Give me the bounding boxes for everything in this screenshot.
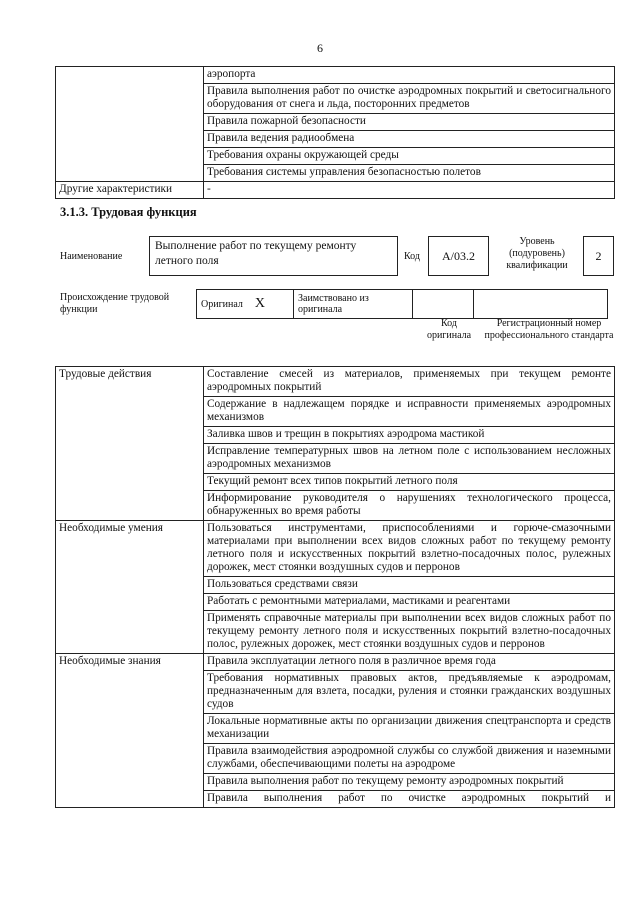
labor-action-item: Составление смесей из материалов, применяемых при текущем ремонте аэродромных покрытий [204,367,615,397]
skill-item: Работать с ремонтными материалами, мастиками и реагентами [204,594,615,611]
reg-number-cell [474,290,608,319]
original-cell [197,290,294,319]
level-box: 2 [583,236,614,276]
borrowed-cell: Заимствовано из оригинала [294,290,413,319]
knowledge-item: Локальные нормативные акты по организации движения спецтранспорта и средств механизации [204,714,615,744]
labor-function-table [55,366,615,808]
labor-action-item: Исправление температурных швов на летном поле с использованием несложных аэродромных механизмов [204,444,615,474]
function-code-box: А/03.2 [428,236,489,276]
skill-item: Пользоваться инструментами, приспособлениями и горюче-смазочными материалами при выполнении всех видов сложных работ по текущему ремонту летного поля и искусственных покрытий взлетно-посадочных полос, рулежных дорожек, мест стоянки воздушных судов и перронов [204,521,615,577]
section-title: 3.1.3. Трудовая функция [60,205,197,219]
page-number: 6 [317,41,323,55]
origin-table [196,289,608,319]
knowledge-item: аэропорта [204,67,615,84]
knowledge-item: Требования охраны окружающей среды [204,148,615,165]
knowledge-item: Правила ведения радиообмена [204,131,615,148]
table-row [56,367,615,397]
top-knowledge-table [55,66,615,199]
labor-action-item: Информирование руководителя о нарушениях технологического процесса, обнаруженных во время работы [204,491,615,521]
name-label: Наименование [60,251,123,262]
labor-action-item: Текущий ремонт всех типов покрытий летного поля [204,474,615,491]
other-characteristics-value: - [204,182,615,199]
knowledge-item: Правила пожарной безопасности [204,114,615,131]
origin-label: Происхождение трудовой функции [60,292,170,315]
original-code-cell [413,290,474,319]
skill-item: Применять справочные материалы при выполнении всех видов сложных работ по текущему ремонту летного поля и искусственных покрытий взлетно-посадочных полос, рулежных дорожек, мест стоянки воздушных судов и перронов [204,611,615,654]
function-name-box: Выполнение работ по текущему ремонту летного поля [149,236,398,276]
table-row [56,521,615,577]
knowledge-item: Правила эксплуатации летного поля в различное время года [204,654,615,671]
labor-action-item: Содержание в надлежащем порядке и исправности применяемых аэродромных механизмов [204,397,615,427]
reg-caption: Регистрационный номер профессионального стандарта [484,318,614,341]
knowledge-item: Правила выполнения работ по текущему ремонту аэродромных покрытий [204,774,615,791]
knowledge-item: Требования системы управления безопасностью полетов [204,165,615,182]
continued-label-cell [56,67,204,182]
code-caption: Код оригинала [426,318,472,341]
table-row [56,182,615,199]
original-mark: X [254,296,266,311]
level-label: Уровень (подуровень) квалификации [506,236,568,271]
original-label: Оригинал [201,299,243,310]
labor-action-item: Заливка швов и трещин в покрытиях аэродрома мастикой [204,427,615,444]
knowledge-item: Правила выполнения работ по очистке аэродромных покрытий и светосигнального оборудования от снега и льда, посторонних предметов [204,84,615,114]
row-label-skills: Необходимые умения [56,521,204,654]
table-row [56,654,615,671]
table-row [197,290,608,319]
skill-item: Пользоваться средствами связи [204,577,615,594]
row-label-actions: Трудовые действия [56,367,204,521]
row-label-knowledge: Необходимые знания [56,654,204,808]
knowledge-item: Правила взаимодействия аэродромной службы со службой движения и наземными службами, обеспечивающими полеты на аэродроме [204,744,615,774]
knowledge-item: Правила выполнения работ по очистке аэродромных покрытий и [204,791,615,808]
table-row [56,67,615,84]
knowledge-item: Требования нормативных правовых актов, предъявляемые к аэродромам, предназначенным для взлета, посадки, руления и стоянки гражданских воздушных судов [204,671,615,714]
code-label: Код [404,251,420,262]
other-characteristics-label: Другие характеристики [56,182,204,199]
